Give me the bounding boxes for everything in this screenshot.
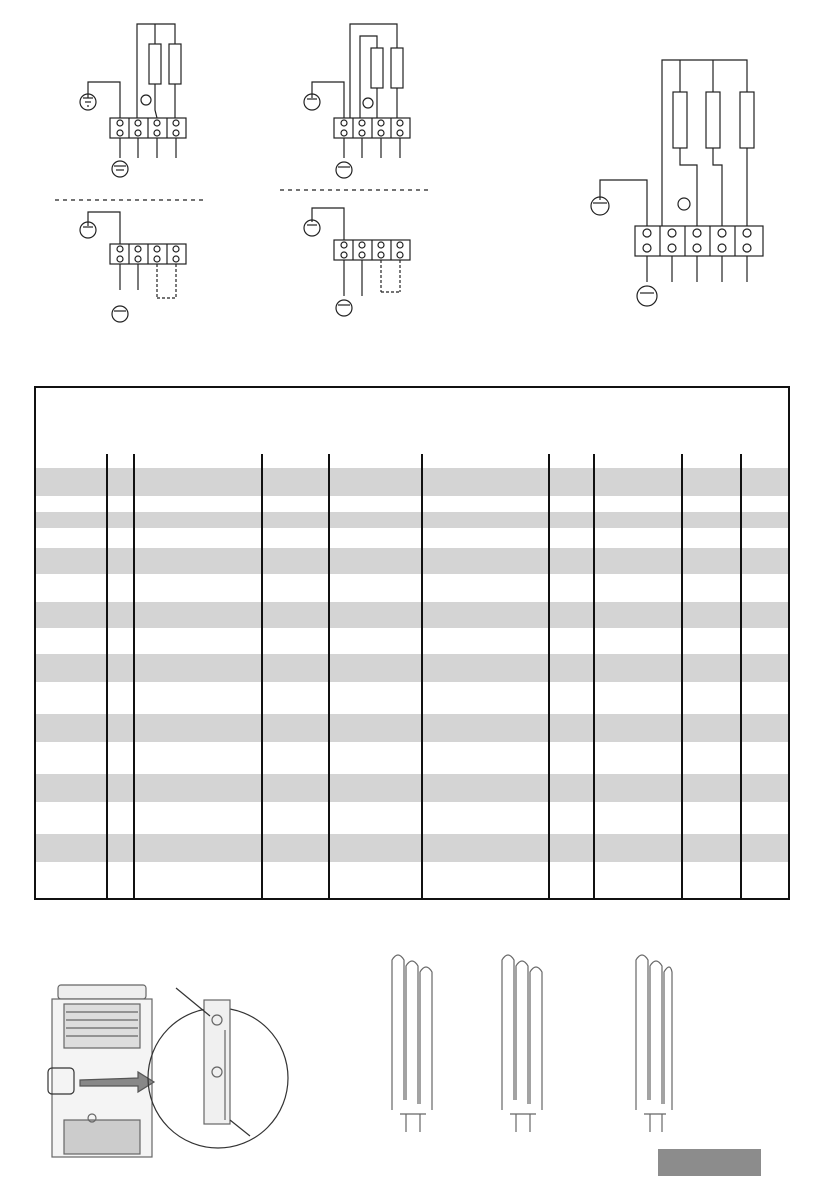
table-body	[36, 468, 788, 894]
wiring-diagram-1-bottom	[80, 212, 186, 322]
wiring-diagrams	[0, 0, 840, 380]
table-row	[36, 574, 788, 602]
table-header	[36, 388, 788, 468]
column-divider	[740, 454, 742, 898]
table-row	[36, 714, 788, 742]
table-row	[36, 512, 788, 528]
wiring-diagram-2-bottom	[304, 208, 410, 316]
column-divider	[593, 454, 595, 898]
column-divider	[133, 454, 135, 898]
magnified-terminal-illustration	[148, 988, 288, 1148]
column-divider	[328, 454, 330, 898]
specification-table	[34, 386, 790, 900]
table-row	[36, 774, 788, 802]
column-divider	[106, 454, 108, 898]
wiring-diagram-2-top	[304, 24, 410, 178]
table-row	[36, 602, 788, 628]
table-row	[36, 496, 788, 512]
table-row	[36, 528, 788, 548]
table-row	[36, 468, 788, 496]
table-row	[36, 834, 788, 862]
table-row	[36, 742, 788, 774]
page-footer-bar	[658, 1149, 761, 1176]
wiring-diagram-3	[591, 60, 763, 306]
column-divider	[548, 454, 550, 898]
table-row	[36, 628, 788, 654]
heating-element-3	[636, 955, 672, 1132]
column-divider	[681, 454, 683, 898]
heater-unit-illustration	[48, 985, 154, 1157]
column-divider	[421, 454, 423, 898]
heating-element-2	[502, 955, 542, 1132]
column-divider	[261, 454, 263, 898]
table-row	[36, 802, 788, 834]
table-row	[36, 682, 788, 714]
table-row	[36, 548, 788, 574]
wiring-diagram-1-top	[80, 24, 186, 177]
heating-element-1	[392, 955, 432, 1132]
table-row	[36, 654, 788, 682]
table-row	[36, 862, 788, 894]
